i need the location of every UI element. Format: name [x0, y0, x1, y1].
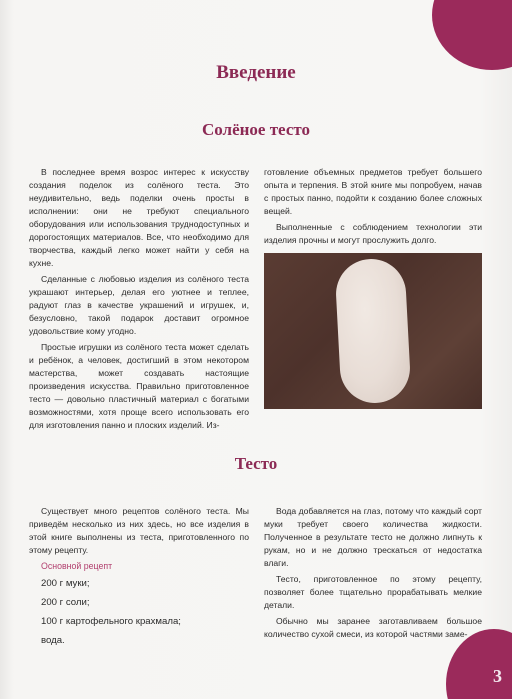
recipe-item: 100 г картофельного крахмала; [41, 616, 181, 627]
paragraph: Вода добавляется на глаз, потому что каждый сорт муки требует своего количества жидкости. Полученное в результате тесто не должно липнуть к рукам, но и не должно трескаться от недостатка влаги. [264, 506, 482, 568]
page-title: Введение [216, 62, 296, 83]
page-number: 3 [493, 666, 502, 686]
intro-column-right [264, 166, 482, 250]
paragraph: Простые игрушки из солёного теста может сделать и ребёнок, а человек, достигший в этом некотором мастерства, может создавать настоящие произведения искусства. Правильно приготовленное тесто — довольно пластичный материал с богатыми возможностями, хотя проще всего использовать его для изготовления панно и плоских изделий. Из- [29, 342, 249, 430]
paragraph: Тесто, приготовленное по этому рецепту, позволяет более тщательно прорабатывать мелкие детали. [264, 574, 482, 610]
recipe-item: 200 г муки; [41, 578, 90, 589]
paragraph: Сделанные с любовью изделия из солёного теста украшают интерьер, делая его уютнее и теплее, радуют глаз в качестве украшений и игрушек, и, безусловно, такой подарок доставит огромное удовольствие кому угодно. [29, 274, 249, 336]
recipe-title: Основной рецепт [41, 561, 113, 571]
corner-decoration-top [432, 0, 512, 70]
dough-photo [264, 253, 482, 409]
paragraph: Выполненные с соблюдением технологии эти изделия прочны и могут прослужить долго. [264, 222, 482, 245]
intro-column-left [29, 166, 249, 435]
paragraph: Существует много рецептов солёного теста. Мы приведём несколько из них здесь, но все изделия в этой книге выполнены из теста, приготовленного по этому рецепту. [29, 506, 249, 555]
section-heading-salt-dough: Солёное тесто [201, 120, 310, 139]
dough-piece-image [334, 257, 411, 404]
recipe-item: вода. [41, 635, 65, 646]
paragraph: В последнее время возрос интерес к искусству создания поделок из солёного теста. Это неудивительно, ведь поделки очень просты в исполнении: они не требуют специального оборудования или использования труднодоступных и дорогостоящих материалов. Все, что необходимо для творчества, каждый легко может найти у себя на кухне. [29, 167, 249, 268]
recipe-item: 200 г соли; [41, 597, 90, 608]
dough-column-right [264, 505, 482, 644]
section-heading-dough: Тесто [234, 454, 278, 473]
paragraph: готовление объемных предметов требует большего опыта и терпения. В этой книге мы попробуем, начав с простых панно, подойти к созданию более сложных вещей. [264, 167, 482, 216]
dough-column-left [29, 505, 249, 652]
paragraph: Обычно мы заранее заготавливаем большое количество сухой смеси, из которой частями заме- [264, 616, 482, 639]
